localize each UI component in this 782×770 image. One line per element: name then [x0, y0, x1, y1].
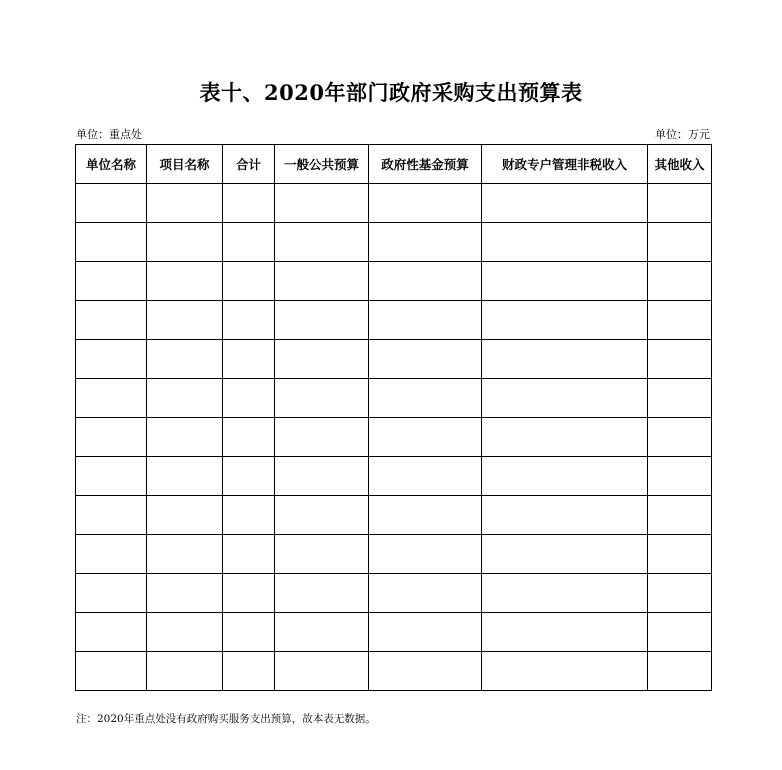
table-cell — [76, 379, 147, 418]
table-cell — [147, 184, 223, 223]
table-cell — [648, 262, 712, 301]
table-cell — [369, 340, 482, 379]
table-cell — [648, 301, 712, 340]
table-cell — [369, 574, 482, 613]
unit-department-label: 单位：重点处 — [76, 128, 142, 141]
table-cell — [76, 340, 147, 379]
table-cell — [369, 379, 482, 418]
table-cell — [648, 574, 712, 613]
table-row — [76, 223, 712, 262]
table-cell — [147, 652, 223, 691]
table-cell — [275, 418, 369, 457]
table-row — [76, 613, 712, 652]
table-header-row — [76, 145, 712, 184]
table-cell — [275, 613, 369, 652]
table-cell — [76, 652, 147, 691]
table-cell — [147, 223, 223, 262]
table-cell — [648, 340, 712, 379]
page-title: 表十、2020年部门政府采购支出预算表 — [199, 80, 583, 105]
table-cell — [275, 379, 369, 418]
table-cell — [223, 574, 275, 613]
table-cell — [223, 262, 275, 301]
unit-currency-label: 单位：万元 — [655, 128, 710, 141]
table-row — [76, 340, 712, 379]
table-cell — [482, 457, 648, 496]
table-row — [76, 535, 712, 574]
table-row — [76, 262, 712, 301]
table-cell — [76, 457, 147, 496]
table-cell — [275, 574, 369, 613]
table-cell — [482, 223, 648, 262]
table-cell — [275, 535, 369, 574]
table-cell — [223, 535, 275, 574]
budget-table — [75, 144, 712, 691]
table-cell — [223, 223, 275, 262]
table-cell — [147, 574, 223, 613]
table-cell — [648, 223, 712, 262]
table-cell — [223, 184, 275, 223]
table-cell — [76, 262, 147, 301]
footnote: 注：2020年重点处没有政府购买服务支出预算，故本表无数据。 — [76, 713, 376, 725]
table-cell — [482, 340, 648, 379]
table-cell — [275, 457, 369, 496]
table-cell — [369, 301, 482, 340]
table-cell — [648, 496, 712, 535]
col-header-project-name: 项目名称 — [147, 145, 223, 184]
table-cell — [482, 613, 648, 652]
table-cell — [482, 418, 648, 457]
table-cell — [147, 613, 223, 652]
table-cell — [482, 262, 648, 301]
table-cell — [369, 457, 482, 496]
table-cell — [369, 535, 482, 574]
col-header-non-tax-revenue: 财政专户管理非税收入 — [482, 145, 648, 184]
table-cell — [147, 262, 223, 301]
table-row — [76, 418, 712, 457]
table-cell — [223, 613, 275, 652]
table-cell — [369, 184, 482, 223]
table-cell — [76, 535, 147, 574]
table-row — [76, 652, 712, 691]
table-cell — [76, 574, 147, 613]
table-cell — [76, 184, 147, 223]
table-cell — [369, 652, 482, 691]
table-cell — [275, 262, 369, 301]
table-cell — [482, 535, 648, 574]
table-cell — [369, 223, 482, 262]
col-header-other-income: 其他收入 — [648, 145, 712, 184]
table-cell — [223, 301, 275, 340]
table-cell — [76, 301, 147, 340]
table-cell — [482, 184, 648, 223]
table-cell — [482, 652, 648, 691]
col-header-government-fund-budget: 政府性基金预算 — [369, 145, 482, 184]
table-cell — [482, 301, 648, 340]
table-cell — [369, 418, 482, 457]
table-cell — [275, 652, 369, 691]
table-row — [76, 184, 712, 223]
table-cell — [76, 496, 147, 535]
table-row — [76, 496, 712, 535]
table-cell — [223, 418, 275, 457]
table-cell — [147, 496, 223, 535]
col-header-unit-name: 单位名称 — [76, 145, 147, 184]
table-cell — [223, 496, 275, 535]
table-cell — [223, 379, 275, 418]
table-cell — [648, 184, 712, 223]
col-header-total: 合计 — [223, 145, 275, 184]
table-row — [76, 574, 712, 613]
table-cell — [369, 262, 482, 301]
table-row — [76, 379, 712, 418]
table-cell — [275, 301, 369, 340]
table-body — [76, 184, 712, 691]
table-row — [76, 457, 712, 496]
table-cell — [223, 340, 275, 379]
table-cell — [369, 613, 482, 652]
table-cell — [275, 223, 369, 262]
table-cell — [275, 340, 369, 379]
table-cell — [147, 301, 223, 340]
table-cell — [648, 457, 712, 496]
table-cell — [275, 184, 369, 223]
table-cell — [147, 418, 223, 457]
table-cell — [147, 535, 223, 574]
table-cell — [147, 379, 223, 418]
table-cell — [648, 652, 712, 691]
table-cell — [76, 613, 147, 652]
table-cell — [482, 496, 648, 535]
table-cell — [223, 457, 275, 496]
table-cell — [482, 379, 648, 418]
table-cell — [275, 496, 369, 535]
table-cell — [369, 496, 482, 535]
table-cell — [648, 535, 712, 574]
table-cell — [76, 223, 147, 262]
table-cell — [482, 574, 648, 613]
table-cell — [147, 457, 223, 496]
table-cell — [648, 379, 712, 418]
table-cell — [648, 418, 712, 457]
table-cell — [147, 340, 223, 379]
table-row — [76, 301, 712, 340]
table-cell — [223, 652, 275, 691]
col-header-general-public-budget: 一般公共预算 — [275, 145, 369, 184]
table-cell — [76, 418, 147, 457]
table-cell — [648, 613, 712, 652]
